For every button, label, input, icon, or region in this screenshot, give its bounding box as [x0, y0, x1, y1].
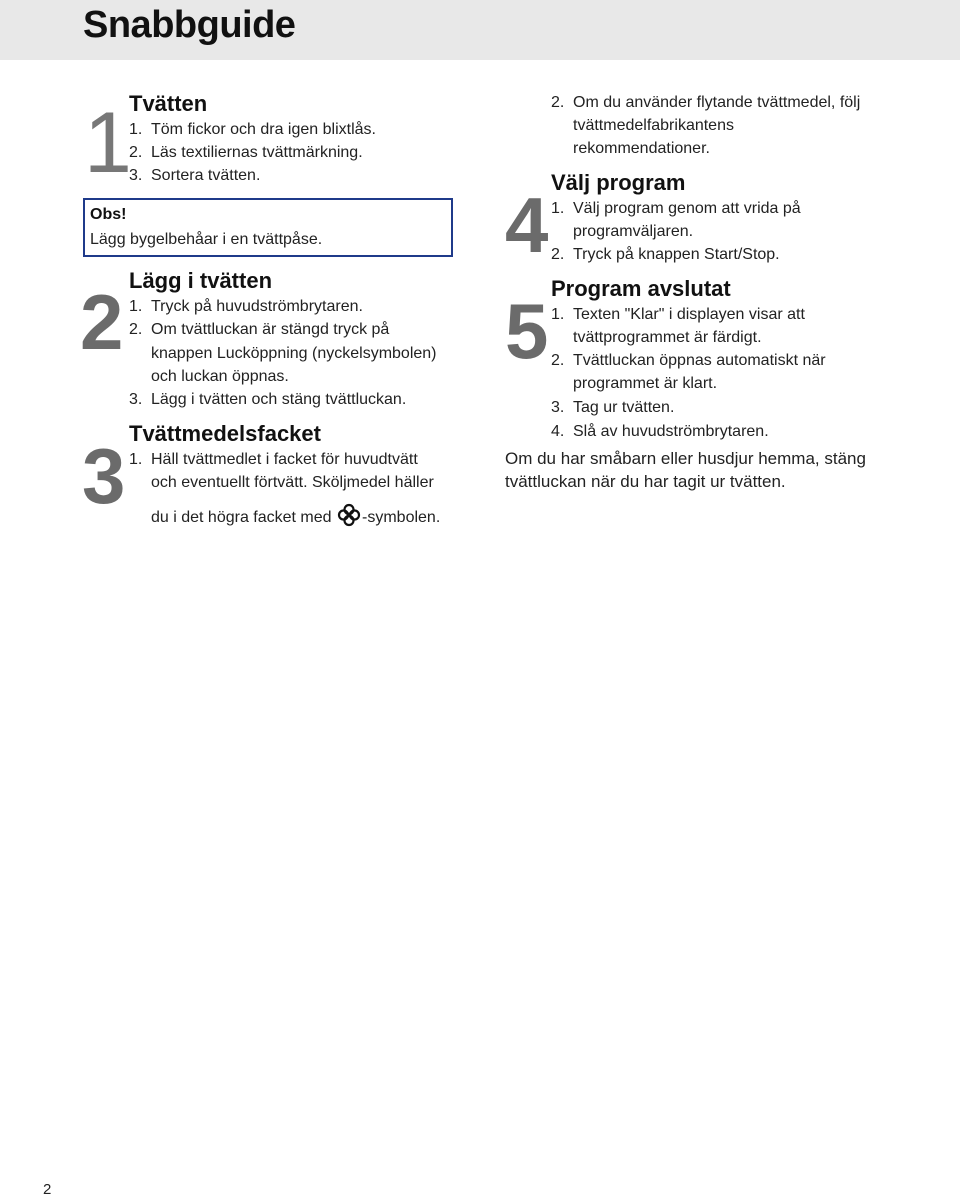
- note-box: [83, 198, 453, 257]
- page-number: 2: [43, 1181, 52, 1198]
- list-item-continuation: tvättprogrammet är färdigt.: [573, 329, 762, 346]
- closing-note-line-2: tvättluckan när du har tagit ur tvätten.: [505, 472, 786, 491]
- list-item-continuation: och eventuellt förtvätt. Sköljmedel häller: [151, 474, 434, 491]
- step-number-1: 1: [84, 95, 130, 191]
- section-title-tvattmedelsfacket: Tvättmedelsfacket: [129, 421, 321, 446]
- list-item-continuation: programmet är klart.: [573, 375, 718, 392]
- flower-icon: [337, 503, 361, 534]
- list-item-continuation: och luckan öppnas.: [151, 368, 289, 385]
- section-title-valj-program: Välj program: [551, 170, 686, 195]
- step-number-5: 5: [505, 287, 547, 375]
- page-title: Snabbguide: [83, 4, 296, 46]
- list-item-continuation: knappen Lucköppning (nyckelsymbolen): [151, 345, 437, 362]
- note-text: Lägg bygelbehåar i en tvättpåse.: [90, 231, 323, 248]
- list-item-continuation: rekommendationer.: [573, 140, 710, 157]
- section-title-tvatten: Tvätten: [129, 91, 208, 116]
- list-item-continuation: programväljaren.: [573, 223, 694, 240]
- page-header: [0, 0, 960, 60]
- section-title-lagg-i-tvatten: Lägg i tvätten: [129, 268, 273, 293]
- section-title-program-avslutat: Program avslutat: [551, 276, 731, 301]
- list-item-continuation: du i det högra facket med -symbolen.: [151, 503, 440, 534]
- list-item-continuation: tvättmedelfabrikantens: [573, 117, 734, 134]
- step-number-4: 4: [505, 181, 547, 269]
- step-number-2: 2: [80, 278, 122, 366]
- note-label: Obs!: [90, 206, 127, 223]
- closing-note-line-1: Om du har småbarn eller husdjur hemma, stäng: [505, 449, 866, 468]
- step-number-3: 3: [82, 432, 124, 520]
